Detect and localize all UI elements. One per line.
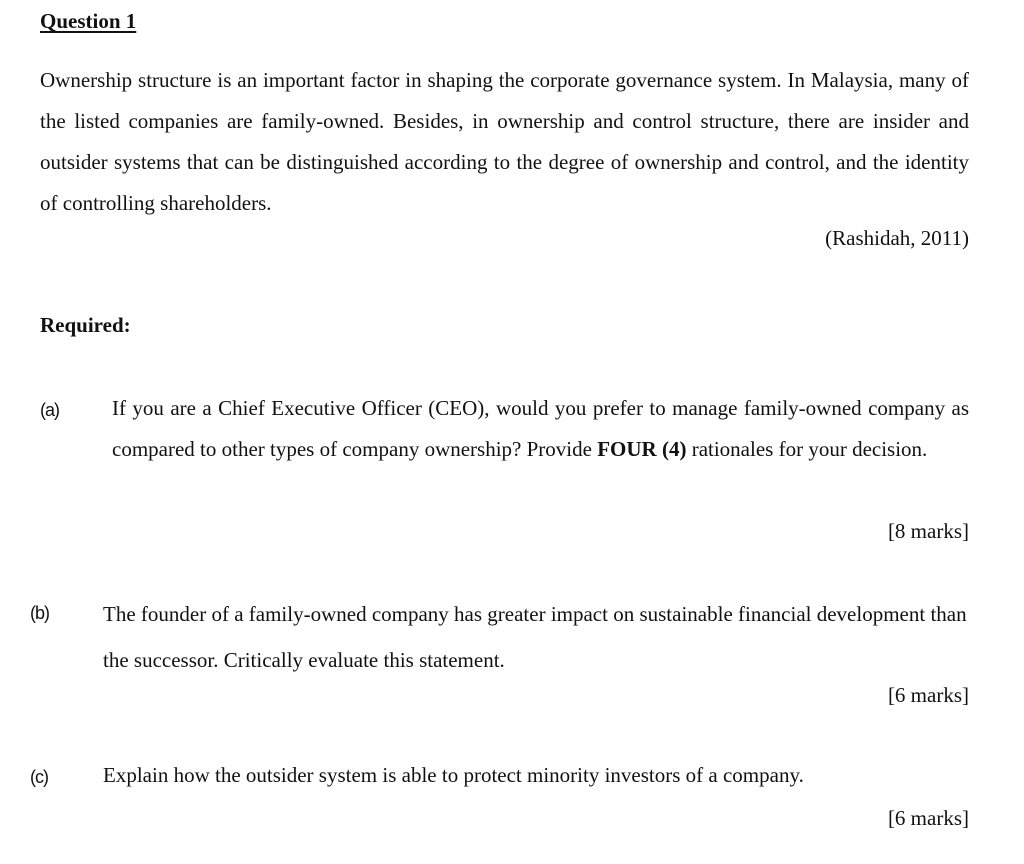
question-intro-paragraph: Ownership structure is an important factor in shaping the corporate governance system. In Malaysia, many of the listed companies are family-owned. Besides, in ownership and control structure, there are insider and outsider systems that can be distinguished according to the degree of ownership and control, and the identity of controlling shareholders. <box>40 68 969 215</box>
part-c-text: Explain how the outsider system is able to protect minority investors of a company. <box>103 763 804 787</box>
part-a-text <box>112 388 969 470</box>
part-b-label: (b) <box>30 603 49 623</box>
part-c-marks: [6 marks] <box>887 806 969 830</box>
part-c-label: (c) <box>30 767 48 787</box>
part-a-text-emphasis: FOUR (4) <box>597 437 687 461</box>
part-a-text-end: rationales for your decision. <box>686 437 928 461</box>
question-title: Question 1 <box>40 9 137 33</box>
part-b-marks: [6 marks] <box>887 683 969 707</box>
part-b-text: The founder of a family-owned company has greater impact on sustainable financial development than the successor. Critically evaluate this statement. <box>103 602 967 672</box>
part-a-label: (a) <box>40 400 59 420</box>
part-a-marks: [8 marks] <box>887 519 969 543</box>
required-heading: Required: <box>40 313 131 337</box>
citation: (Rashidah, 2011) <box>825 226 969 250</box>
part-a-text-start: If you are a Chief Executive Officer (CEO), would you prefer to manage family-owned company as compared to other types of company ownership? Provide <box>112 396 969 461</box>
